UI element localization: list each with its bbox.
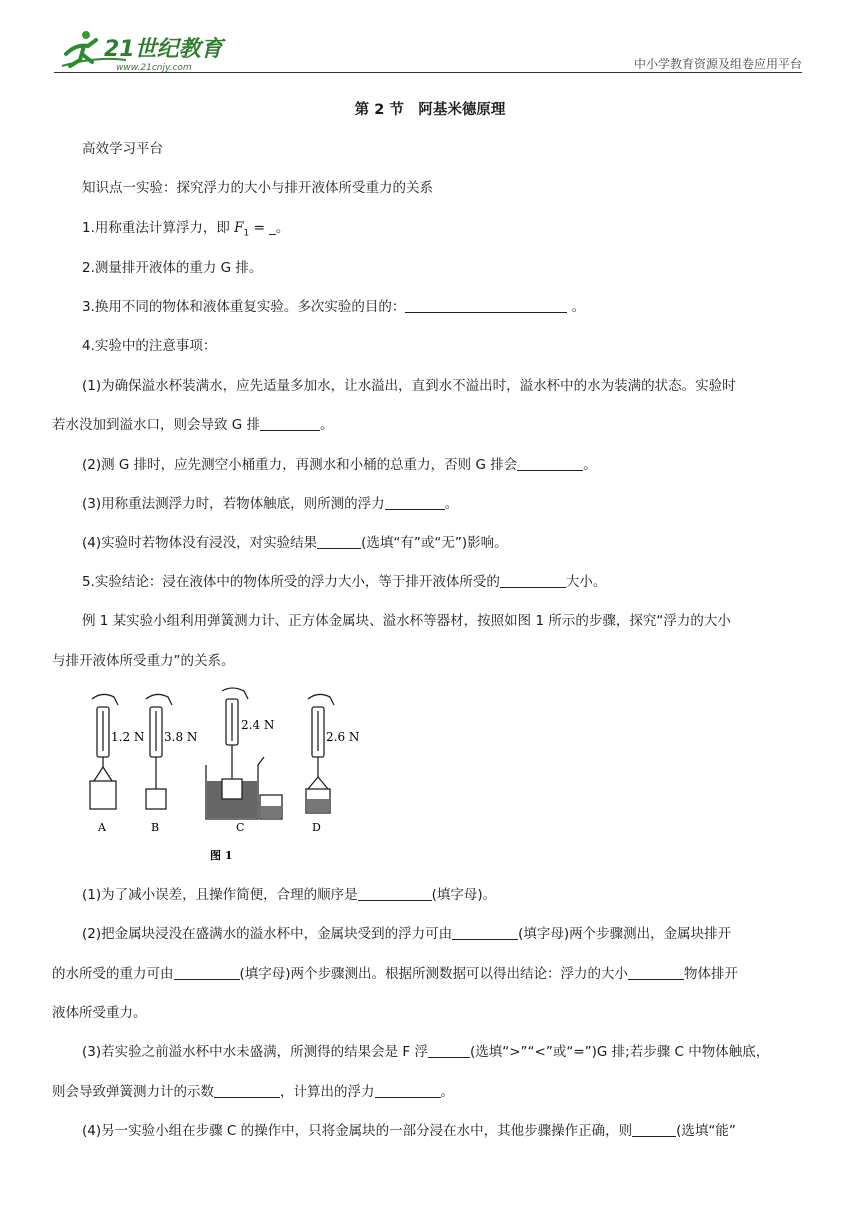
answer-blank[interactable] [500,573,566,588]
step-a-reading: 1.2 N [111,730,145,744]
item-1-tail: = _。 [249,220,290,236]
item-1-text: 1.用称重法计算浮力，即 [82,220,235,236]
answer-blank[interactable] [405,298,567,313]
answer-blank[interactable] [385,495,445,510]
item-4-1-line2 [52,413,334,433]
step-b-reading: 3.8 N [164,730,198,744]
formula-f: F [234,220,244,236]
item-4-4-tail: (选填“有”或“无”)影响。 [361,535,508,551]
platform-name: 中小学教育资源及组卷应用平台 [633,57,802,71]
item-4-3-text: (3)用称重法测浮力时，若物体触底，则所测的浮力 [82,496,385,512]
step-d-apparatus [306,694,334,813]
answer-blank[interactable] [517,456,583,471]
step-d-reading: 2.6 N [326,730,360,744]
answer-blank[interactable] [628,965,684,980]
item-4-4 [82,531,508,551]
answer-blank[interactable] [317,534,361,549]
step-a-apparatus [90,694,118,809]
catch-bucket-water [261,806,281,818]
answer-blank[interactable] [375,1083,441,1098]
question-3-text: (3)若实验之前溢水杯中水未盛满，所测得的结果会是 F 浮 [82,1044,428,1060]
step-c-reading: 2.4 N [241,718,275,732]
item-4-1-line1: (1)为确保溢水杯装满水，应先适量多加水，让水溢出，直到水不溢出时，溢水杯中的水为装满的状态。实验时 [82,378,736,394]
question-3-text-c: 则会导致弹簧测力计的示数 [52,1084,214,1100]
question-3-text-b: (选填“>”“<”或“=”)G 排;若步骤 C 中物体触底， [469,1044,770,1060]
figure-caption: 图 1 [210,849,233,862]
question-2-line3: 液体所受重力。 [52,1005,147,1021]
answer-blank[interactable] [452,925,518,940]
item-4-1-text: 若水没加到溢水口，则会导致 G 排 [52,417,261,433]
section-heading: 高效学习平台 [82,141,163,157]
item-4-4-text: (4)实验时若物体没有浸没，对实验结果 [82,535,318,551]
item-4-2 [82,453,597,473]
header-divider [54,72,802,73]
item-4-2-tail: 。 [583,457,597,473]
question-3-line1 [82,1040,769,1060]
question-1-text: (1)为了减小误差，且操作简便，合理的顺序是 [82,887,358,903]
question-1 [82,883,496,903]
logo [56,26,256,74]
answer-blank[interactable] [632,1122,676,1137]
answer-blank[interactable] [358,886,432,901]
question-4-text: (4)另一实验小组在步骤 C 的操作中，只将金属块的一部分浸在水中，其他步骤操作正确，则 [82,1123,633,1139]
example-line1: 例 1 某实验小组利用弹簧测力计、正方体金属块、溢水杯等器材，按照如图 1 所示的步骤，探究“浮力的大小 [82,613,731,629]
example-line2: 与排开液体所受重力”的关系。 [52,653,235,669]
step-a-label: A [98,821,106,834]
question-2-text-e: 物体排开 [684,966,739,982]
answer-blank[interactable] [428,1043,470,1058]
formula-subscript: 1 [243,228,250,239]
item-5-tail: 大小。 [565,574,607,590]
question-1-tail: (填字母)。 [431,887,497,903]
item-5 [82,570,606,590]
question-3-text-d: ，计算出的浮力 [280,1084,375,1100]
item-1 [82,216,289,239]
item-4: 4.实验中的注意事项： [82,338,217,354]
item-2: 2.测量排开液体的重力 G 排。 [82,260,263,276]
item-3-text: 3.换用不同的物体和液体重复实验。多次实验的目的： [82,299,406,315]
answer-blank[interactable] [260,416,320,431]
answer-blank[interactable] [214,1083,280,1098]
knowledge-point: 知识点一实验：探究浮力的大小与排开液体所受重力的关系 [82,180,433,196]
answer-blank[interactable] [174,965,240,980]
item-3-tail: 。 [567,299,586,315]
question-2-text: (2)把金属块浸没在盛满水的溢水杯中，金属块受到的浮力可由 [82,926,453,942]
question-2-text-d: (填字母)两个步骤测出。根据所测数据可以得出结论：浮力的大小 [239,966,629,982]
item-4-2-text: (2)测 G 排时，应先测空小桶重力，再测水和小桶的总重力，否则 G 排会 [82,457,518,473]
question-2-line1 [82,922,731,942]
item-4-1-tail: 。 [320,417,334,433]
step-c-block [222,779,242,799]
step-c-label: C [236,821,245,834]
item-4-3 [82,492,458,512]
page-header [0,0,860,80]
logo-text: 21世纪教育 [104,37,223,62]
step-b-label: B [151,821,160,834]
page-title: 第 2 节 阿基米德原理 [354,102,506,118]
logo-url: www.21cnjy.com [116,63,192,73]
item-5-text: 5.实验结论：浸在液体中的物体所受的浮力大小，等于排开液体所受的 [82,574,500,590]
step-b-apparatus [146,694,172,809]
question-4-tail: (选填“能” [676,1123,736,1139]
question-2-text-c: 的水所受的重力可由 [52,966,174,982]
figure-1 [84,685,374,865]
question-3-tail: 。 [440,1084,454,1100]
item-4-3-tail: 。 [444,496,459,512]
question-2-line2 [52,962,738,982]
item-3 [82,295,585,315]
question-2-text-b: (填字母)两个步骤测出，金属块排开 [518,926,732,942]
question-4 [82,1119,736,1139]
step-d-label: D [312,821,321,834]
step-d-water [307,799,329,812]
question-3-line2 [52,1080,454,1100]
